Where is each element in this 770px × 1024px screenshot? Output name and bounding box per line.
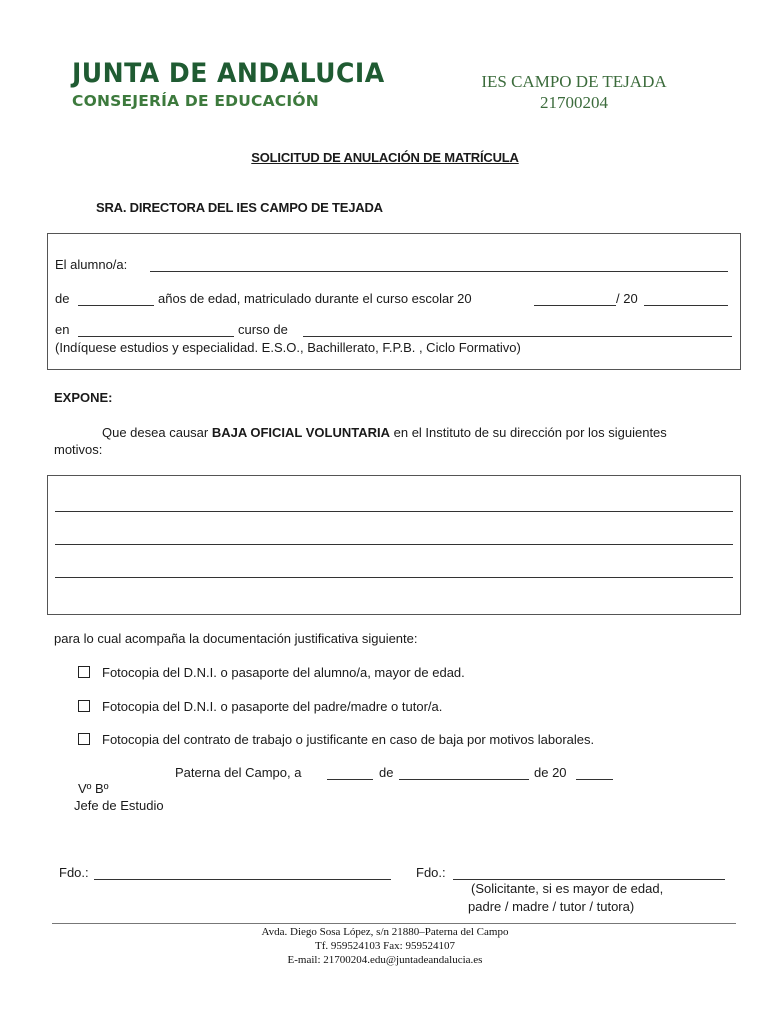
student-name-field[interactable] [150, 257, 728, 272]
reasons-box [47, 475, 741, 615]
year-separator-label: / 20 [616, 291, 638, 306]
de-label-1: de [379, 765, 394, 780]
month-field[interactable] [399, 765, 529, 780]
expone-text-bold: BAJA OFICIAL VOLUNTARIA [211, 425, 391, 440]
doc-item-3-label: Fotocopia del contrato de trabajo o justificante en caso de baja por motivos laborales. [102, 732, 595, 747]
checkbox-2[interactable] [78, 700, 90, 712]
org-logo-subtitle: CONSEJERÍA DE EDUCACIÓN [72, 92, 319, 110]
addressee: SRA. DIRECTORA DEL IES CAMPO DE TEJADA [96, 200, 383, 215]
doc-item-2 [78, 699, 442, 714]
signature-field-jefe[interactable] [94, 865, 391, 880]
course-hint: (Indíquese estudios y especialidad. E.S.O., Bachillerato, F.P.B. , Ciclo Formativo) [55, 340, 521, 355]
expone-paragraph [54, 424, 714, 458]
expone-text-before: Que desea causar [102, 425, 212, 440]
footer-email: E-mail: 21700204.edu@juntadeandalucia.es [287, 954, 483, 966]
vobo-label: Vº Bº [78, 781, 109, 796]
school-code: 21700204 [540, 93, 608, 112]
checkbox-1[interactable] [78, 666, 90, 678]
fdo-label-2: Fdo.: [416, 865, 446, 880]
course-field[interactable] [303, 322, 732, 337]
student-data-box [47, 233, 741, 370]
study-type-field[interactable] [78, 322, 234, 337]
place-label: Paterna del Campo, a [175, 765, 302, 780]
footer-address: Avda. Diego Sosa López, s/n 21880–Paterna del Campo [261, 926, 509, 938]
expone-text-after: en el Instituto de su dirección por los siguientes motivos: [54, 425, 667, 457]
doc-item-1 [78, 665, 465, 680]
applicant-note-1: (Solicitante, si es mayor de edad, [471, 881, 664, 896]
fdo-label-1: Fdo.: [59, 865, 89, 880]
school-block [470, 71, 678, 113]
checkbox-3[interactable] [78, 733, 90, 745]
day-field[interactable] [327, 765, 373, 780]
year-field[interactable] [576, 765, 613, 780]
age-prefix-label: de [55, 291, 70, 306]
year-start-field[interactable] [534, 291, 616, 306]
doc-item-1-label: Fotocopia del D.N.I. o pasaporte del alumno/a, mayor de edad. [102, 665, 465, 680]
reason-line-3[interactable] [55, 563, 733, 578]
course-label: curso de [238, 322, 288, 337]
age-suffix-label: años de edad, matriculado durante el curso escolar 20 [158, 291, 472, 306]
footer-divider [52, 923, 736, 924]
age-field[interactable] [78, 291, 154, 306]
footer-phone: Tf. 959524103 Fax: 959524107 [315, 940, 455, 952]
doc-item-2-label: Fotocopia del D.N.I. o pasaporte del padre/madre o tutor/a. [102, 699, 443, 714]
expone-heading: EXPONE: [54, 390, 113, 405]
year-end-field[interactable] [644, 291, 728, 306]
reason-line-2[interactable] [55, 530, 733, 545]
student-name-label: El alumno/a: [55, 257, 128, 272]
org-logo-title: JUNTA DE ANDALUCIA [72, 58, 385, 89]
signature-field-applicant[interactable] [453, 865, 725, 880]
school-name: IES CAMPO DE TEJADA [481, 72, 667, 91]
en-label: en [55, 322, 70, 337]
document-title: SOLICITUD DE ANULACIÓN DE MATRÍCULA [251, 150, 519, 165]
de-label-2: de 20 [534, 765, 567, 780]
reason-line-1[interactable] [55, 497, 733, 512]
doc-item-3 [78, 732, 594, 747]
documentation-intro: para lo cual acompaña la documentación justificativa siguiente: [54, 631, 418, 646]
applicant-note-2: padre / madre / tutor / tutora) [468, 899, 635, 914]
jefe-estudio-label: Jefe de Estudio [74, 798, 164, 813]
